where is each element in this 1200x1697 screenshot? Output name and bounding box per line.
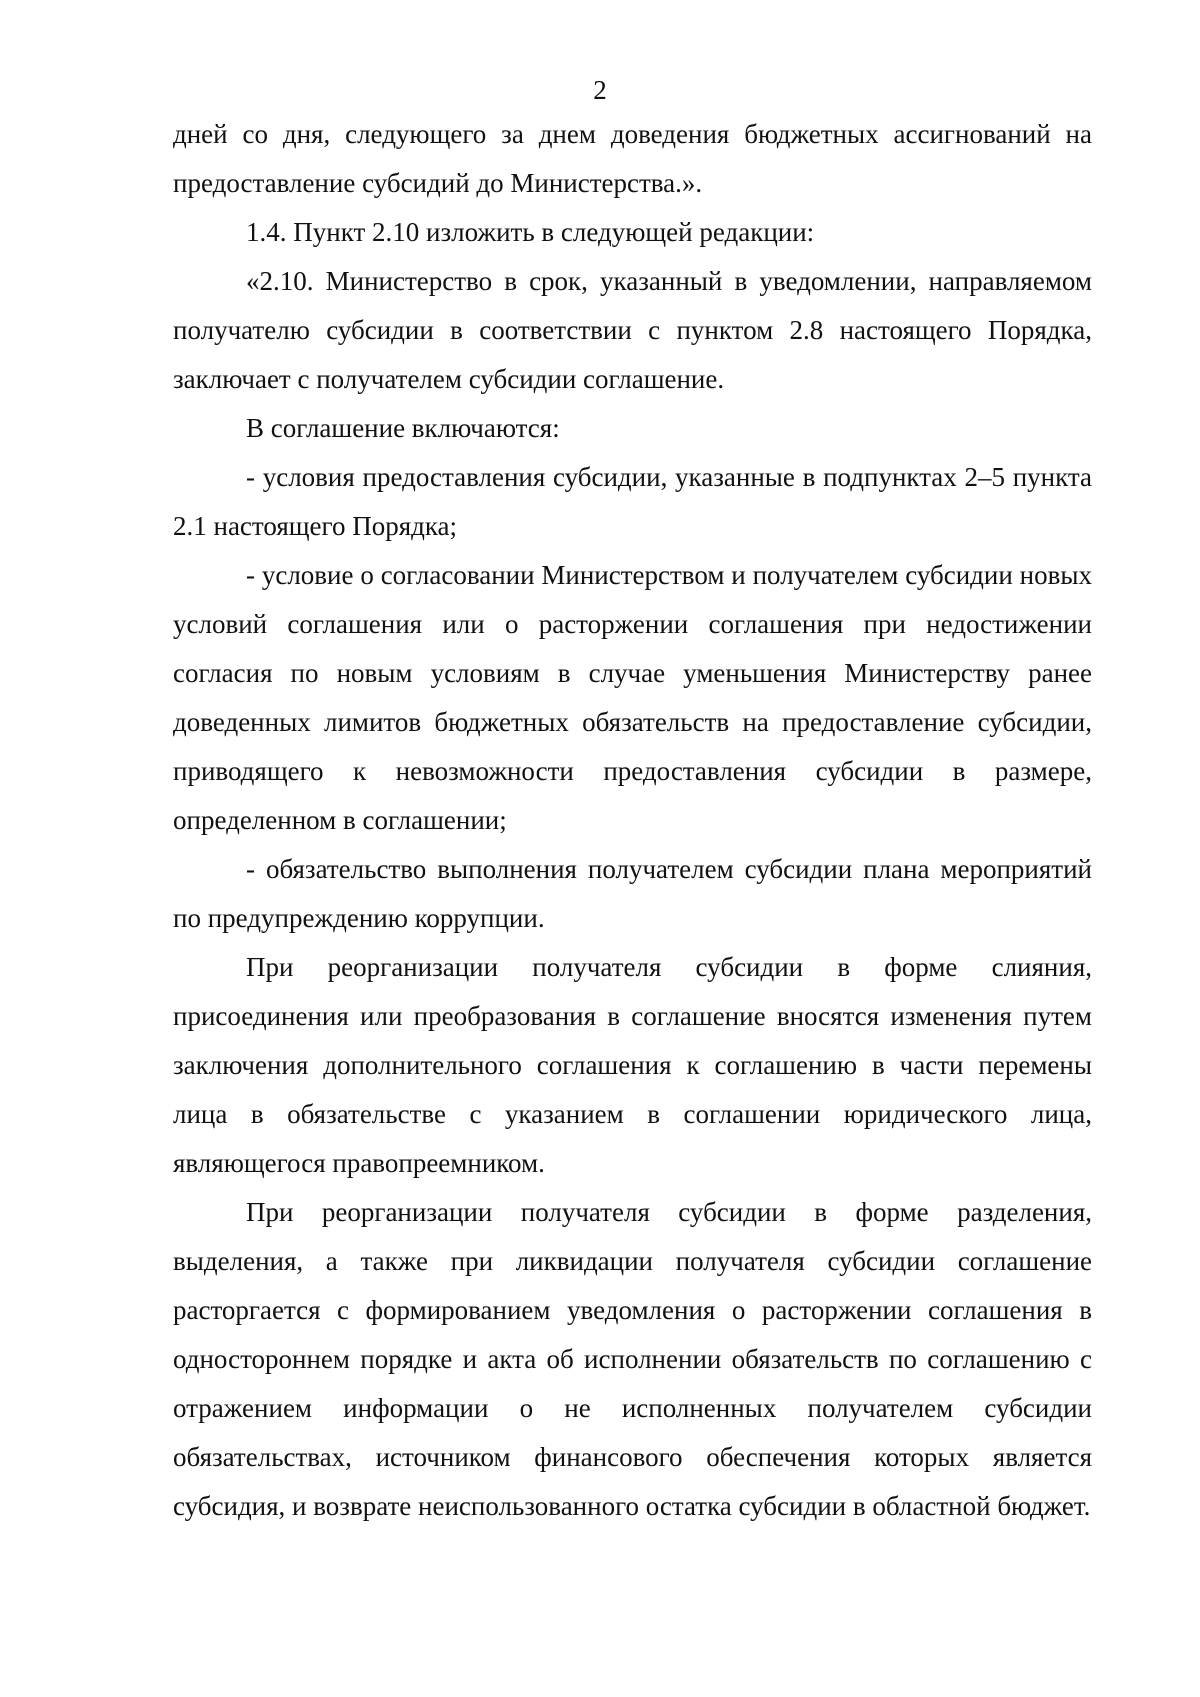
paragraph-agreement-includes: В соглашение включаются:: [246, 413, 560, 443]
document-body: [173, 110, 1092, 1531]
paragraph-reorganization-merger: При реорганизации получателя субсидии в форме слияния, присоединения или преобразования в соглашение вносятся изменения путем заключения дополнительного соглашения к соглашению в части перемены лица в обязательстве с указанием в соглашении юридического лица, являющегося правопреемником.: [173, 952, 1092, 1178]
paragraph-item-1-4: 1.4. Пункт 2.10 изложить в следующей редакции:: [246, 217, 815, 247]
paragraph-reorganization-division: При реорганизации получателя субсидии в форме разделения, выделения, а также при ликвидации получателя субсидии соглашение расторгается с формированием уведомления о расторжении соглашения в одностороннем порядке и акта об исполнении обязательств по соглашению с отражением информации о не исполненных получателем субсидии обязательствах, источником финансового обеспечения которых является субсидия, и возврате неиспользованного остатка субсидии в областной бюджет.: [173, 1197, 1092, 1521]
paragraph-continuation: дней со дня, следующего за днем доведения бюджетных ассигнований на предоставление субсидий до Министерства.».: [173, 119, 1092, 198]
page-number: 2: [593, 75, 607, 105]
paragraph-item-2-10: «2.10. Министерство в срок, указанный в уведомлении, направляемом получателю субсидии в соответствии с пунктом 2.8 настоящего Порядка, заключает с получателем субсидии соглашение.: [173, 266, 1092, 394]
list-item-conditions: - условия предоставления субсидии, указанные в подпунктах 2–5 пункта 2.1 настоящего Порядка;: [173, 462, 1092, 541]
list-item-agreement-condition: - условие о согласовании Министерством и получателем субсидии новых условий соглашения или о расторжении соглашения при недостижении согласия по новым условиям в случае уменьшения Министерству ранее доведенных лимитов бюджетных обязательств на предоставление субсидии, приводящего к невозможности предоставления субсидии в размере, определенном в соглашении;: [173, 560, 1092, 835]
list-item-obligation: - обязательство выполнения получателем субсидии плана мероприятий по предупреждению коррупции.: [173, 854, 1092, 933]
